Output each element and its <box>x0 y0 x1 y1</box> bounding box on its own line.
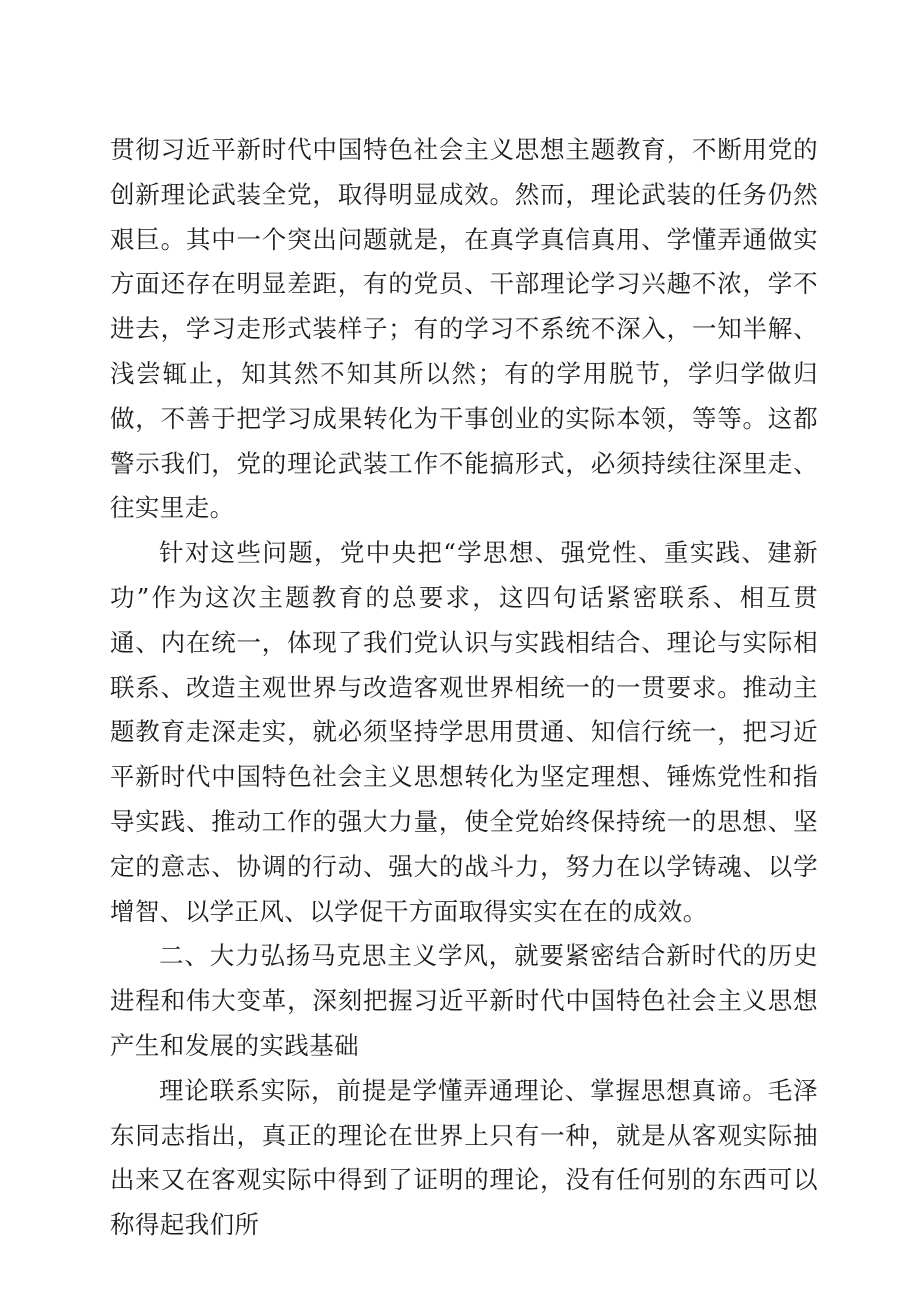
paragraph: 理论联系实际，前提是学懂弄通理论、掌握思想真谛。毛泽东同志指出，真正的理论在世界上只有一种，就是从客观实际抽出来又在客观实际中得到了证明的理论，没有任何别的东西可以称得起我们所 <box>110 1075 818 1240</box>
document-body <box>110 128 818 1248</box>
paragraph: 针对这些问题，党中央把“学思想、强党性、重实践、建新功”作为这次主题教育的总要求，这四句话紧密联系、相互贯通、内在统一，体现了我们党认识与实践相结合、理论与实际相联系、改造主观世界与改造客观世界相统一的一贯要求。推动主题教育走深走实，就必须坚持学思用贯通、知信行统一，把习近平新时代中国特色社会主义思想转化为坚定理想、锤炼党性和指导实践、推动工作的强大力量，使全党始终保持统一的思想、坚定的意志、协调的行动、强大的战斗力，努力在以学铸魂、以学增智、以学正风、以学促干方面取得实实在在的成效。 <box>110 538 818 926</box>
section-heading: 二、大力弘扬马克思主义学风，就要紧密结合新时代的历史进程和伟大变革，深刻把握习近平新时代中国特色社会主义思想产生和发展的实践基础 <box>110 941 818 1060</box>
paragraph-continued: 贯彻习近平新时代中国特色社会主义思想主题教育，不断用党的创新理论武装全党，取得明显成效。然而，理论武装的任务仍然艰巨。其中一个突出问题就是，在真学真信真用、学懂弄通做实方面还存在明显差距，有的党员、干部理论学习兴趣不浓，学不进去，学习走形式装样子；有的学习不系统不深入，一知半解、浅尝辄止，知其然不知其所以然；有的学用脱节，学归学做归做，不善于把学习成果转化为干事创业的实际本领，等等。这都警示我们，党的理论武装工作不能搞形式，必须持续往深里走、往实里走。 <box>110 135 818 523</box>
